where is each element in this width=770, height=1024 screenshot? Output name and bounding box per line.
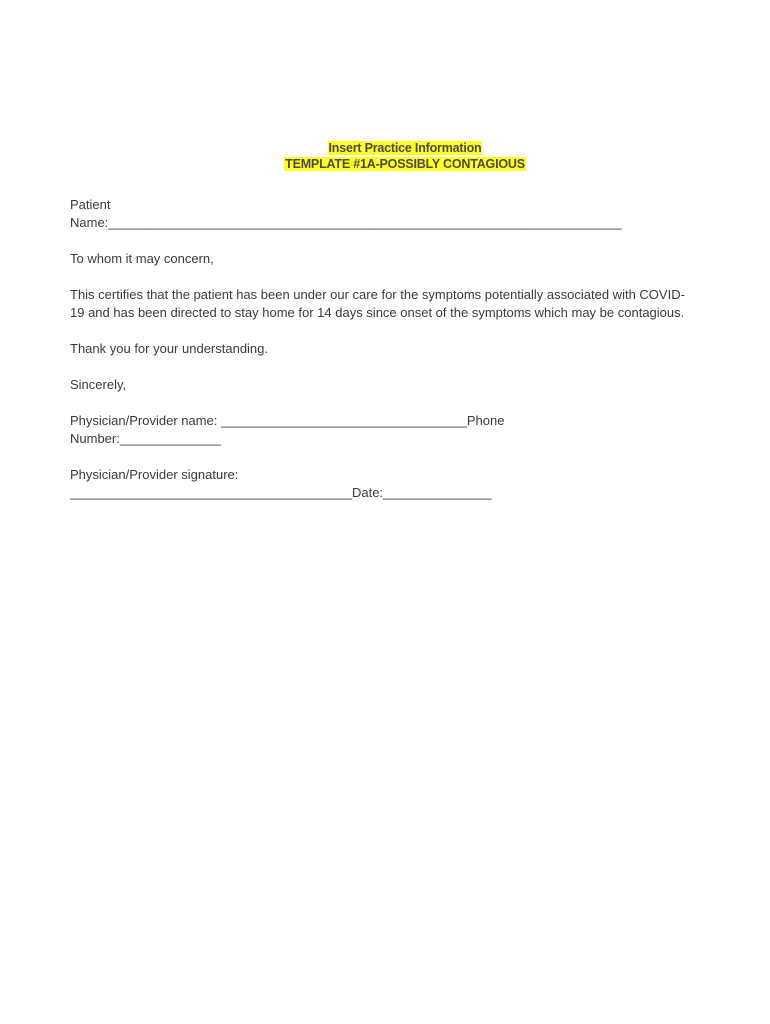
template-title-line	[0, 156, 770, 172]
letter-body	[70, 196, 690, 520]
thanks-line: Thank you for your understanding.	[70, 341, 269, 356]
signature-field	[70, 466, 690, 502]
signature-label: Physician/Provider signature:	[70, 467, 239, 482]
practice-info-line	[0, 140, 770, 156]
phone-number-line: Number:______________	[70, 431, 222, 446]
template-title-text: TEMPLATE #1A-POSSIBLY CONTAGIOUS	[285, 157, 525, 171]
salutation: To whom it may concern,	[70, 251, 214, 266]
patient-name-field	[70, 196, 690, 232]
provider-name-line: Physician/Provider name: __________________________________Phone	[70, 413, 505, 428]
patient-label: Patient	[70, 197, 111, 212]
certification-paragraph: This certifies that the patient has been under our care for the symptoms potentially associated with COVID-19 and has been directed to stay home for 14 days since onset of the symptoms which may be contagious.	[70, 287, 685, 320]
signature-date-line: _______________________________________Date:_______________	[70, 485, 492, 500]
practice-info-text: Insert Practice Information	[328, 141, 482, 155]
provider-name-field	[70, 412, 690, 448]
document-header	[0, 140, 770, 172]
closing-line: Sincerely,	[70, 377, 127, 392]
patient-name-line: Name:_______________________________________________________________________	[70, 215, 622, 230]
